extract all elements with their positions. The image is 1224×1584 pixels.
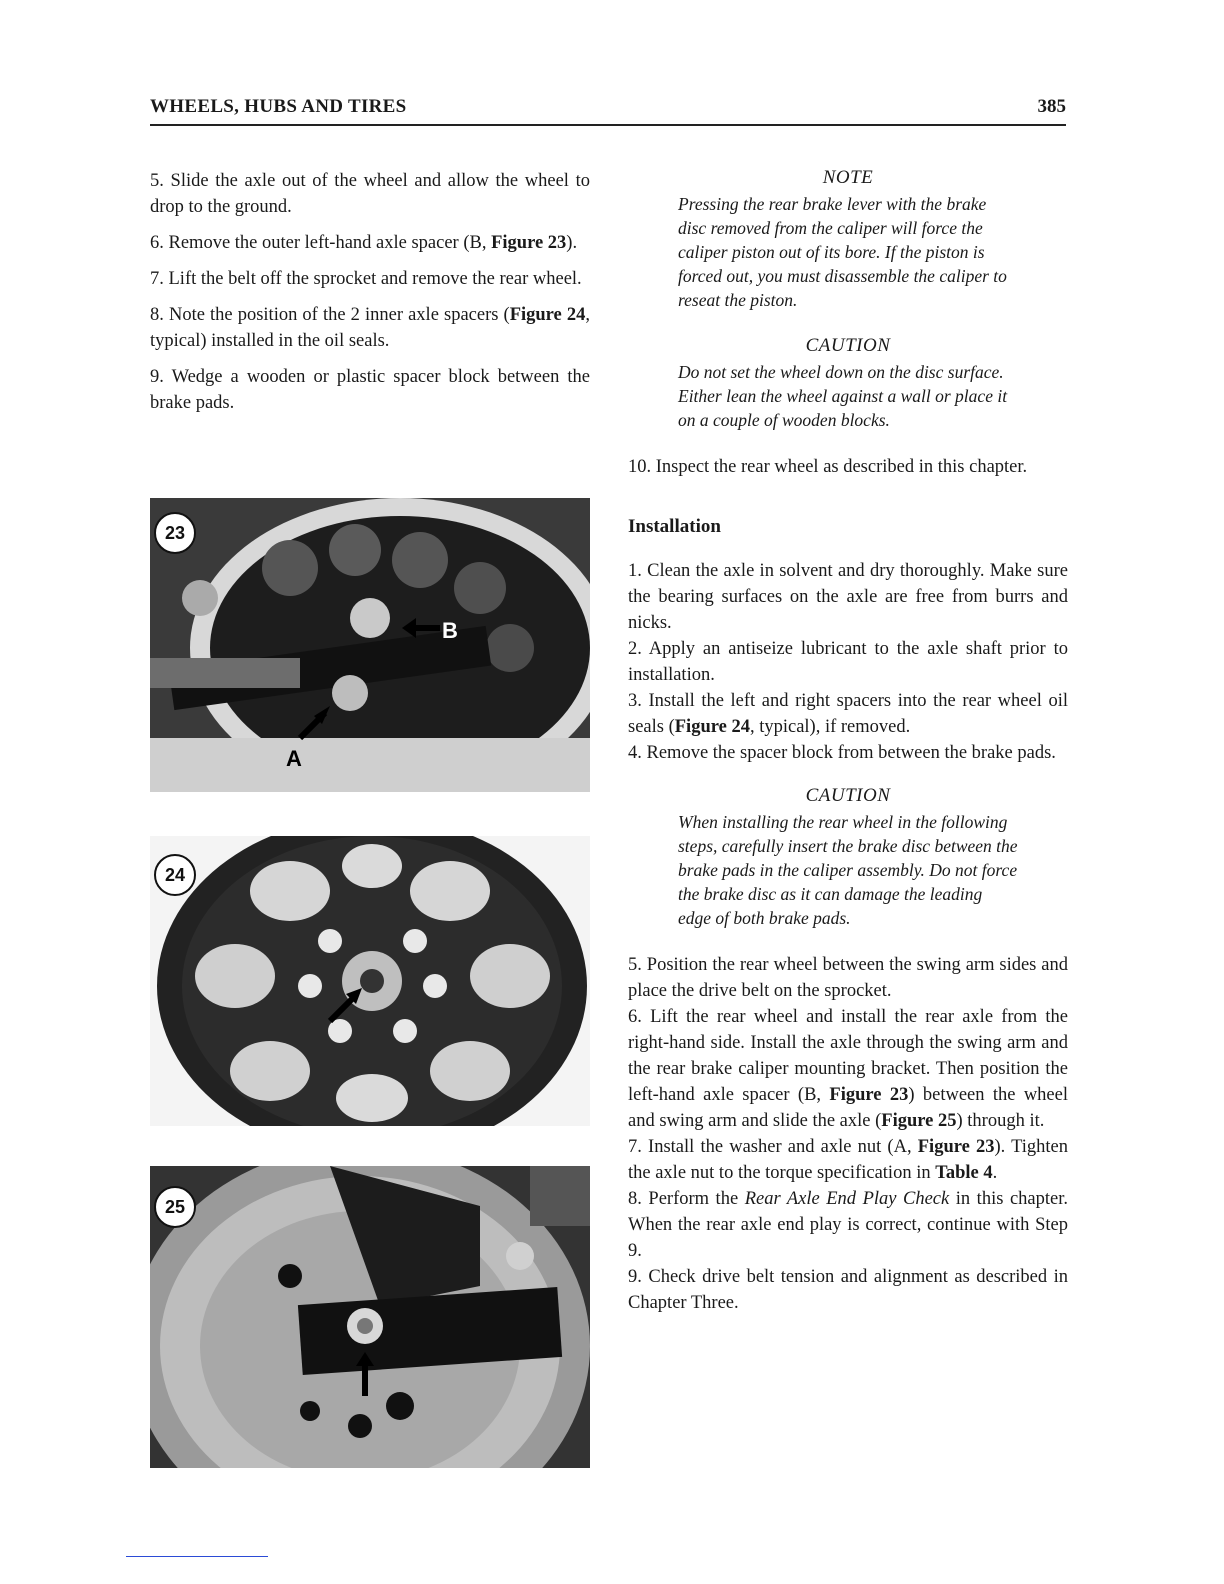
table-ref: Table 4 <box>935 1163 993 1183</box>
figure-ref: Figure 23 <box>917 1137 995 1157</box>
page-header <box>150 96 1066 126</box>
figure-number-badge: 23 <box>154 512 196 554</box>
step-text: . <box>992 1163 998 1183</box>
figure-24-photo <box>150 836 590 1126</box>
installation-steps-a <box>628 558 1068 766</box>
axle-install-photo <box>150 1166 590 1468</box>
chapter-title: WHEELS, HUBS AND TIRES <box>150 96 407 117</box>
step-text: , typical), if removed. <box>749 717 911 737</box>
footer-rule <box>126 1556 268 1557</box>
note-heading: NOTE <box>822 167 874 188</box>
step-text: 3. Install the left and right spacers into the rear wheel oil seals ( <box>628 691 1068 737</box>
step-text: ). Tighten the axle nut to the torque specification in <box>628 1137 1068 1183</box>
step-text: ) through it. <box>956 1111 1045 1131</box>
figure-number-badge: 24 <box>154 854 196 896</box>
wheel-hub-photo <box>150 836 590 1126</box>
label-b: B <box>442 618 458 643</box>
install-step-8 <box>628 1186 1068 1264</box>
left-column <box>150 168 590 426</box>
figure-ref: Figure 24 <box>509 305 586 325</box>
caution-heading: CAUTION <box>805 335 891 356</box>
right-column <box>628 166 1068 1316</box>
note-body: Pressing the rear brake lever with the brake disc removed from the caliper will force the caliper piston out of its bore. If the piston is forced out, you must disassemble the caliper to reseat the piston. <box>678 194 1007 310</box>
caution-body: When installing the rear wheel in the following steps, carefully insert the brake disc between the brake pads in the caliper assembly. Do not force the brake disc as it can damage the leading edge of both brake pads. <box>678 812 1018 928</box>
removal-step-8 <box>150 302 590 354</box>
install-step-7 <box>628 1134 1068 1186</box>
figure-number-badge: 25 <box>154 1186 196 1228</box>
step-text: , typical) installed in the oil seals. <box>150 305 590 351</box>
figure-25-photo <box>150 1166 590 1468</box>
figure-ref: Figure 24 <box>674 717 750 737</box>
install-step-9: 9. Check drive belt tension and alignment as described in Chapter Three. <box>628 1267 1068 1313</box>
step-text: 6. Remove the outer left-hand axle spacer (B, <box>150 233 492 253</box>
install-step-2: 2. Apply an antiseize lubricant to the axle shaft prior to installation. <box>628 639 1068 685</box>
removal-step-10: 10. Inspect the rear wheel as described in this chapter. <box>628 457 1028 477</box>
install-step-3 <box>628 688 1068 740</box>
figure-ref: Figure 23 <box>491 233 567 253</box>
step-text: ). <box>566 233 578 253</box>
note-box <box>678 166 1018 312</box>
label-a: A <box>286 746 302 771</box>
removal-step-6 <box>150 230 590 256</box>
installation-steps-b <box>628 952 1068 1316</box>
caution-heading: CAUTION <box>805 785 891 806</box>
rear-axle-photo <box>150 498 590 792</box>
figure-ref: Figure 23 <box>829 1085 909 1105</box>
step-text: in this chapter. When the rear axle end play is correct, continue with Step 9. <box>628 1189 1068 1261</box>
step-text: 8. Note the position of the 2 inner axle spacers ( <box>150 305 510 325</box>
install-step-5: 5. Position the rear wheel between the swing arm sides and place the drive belt on the sprocket. <box>628 955 1068 1001</box>
install-step-4: 4. Remove the spacer block from between the brake pads. <box>628 743 1056 763</box>
removal-step-7: 7. Lift the belt off the sprocket and remove the rear wheel. <box>150 269 582 289</box>
install-step-1: 1. Clean the axle in solvent and dry thoroughly. Make sure the bearing surfaces on the axle are free from burrs and nicks. <box>628 561 1068 633</box>
caution-body: Do not set the wheel down on the disc surface. Either lean the wheel against a wall or place it on a couple of wooden blocks. <box>678 362 1008 430</box>
figure-ref: Figure 25 <box>881 1111 957 1131</box>
removal-step-9: 9. Wedge a wooden or plastic spacer block between the brake pads. <box>150 367 590 413</box>
step-text: 7. Install the washer and axle nut (A, <box>628 1137 918 1157</box>
caution-box-2 <box>678 784 1018 930</box>
removal-step-5: 5. Slide the axle out of the wheel and allow the wheel to drop to the ground. <box>150 171 590 217</box>
install-step-6 <box>628 1004 1068 1134</box>
step-text: 8. Perform the <box>628 1189 745 1209</box>
page-number: 385 <box>1037 96 1066 117</box>
procedure-ref: Rear Axle End Play Check <box>744 1189 950 1209</box>
installation-heading: Installation <box>628 516 721 537</box>
step-text: 6. Lift the rear wheel and install the rear axle from the right-hand side. Install the axle through the swing arm and the rear brake caliper mounting bracket. Then position the left-hand axle spacer (B, <box>628 1007 1068 1105</box>
caution-box-1 <box>678 334 1018 432</box>
figure-23-photo <box>150 498 590 792</box>
step-text: ) between the wheel and swing arm and slide the axle ( <box>628 1085 1068 1131</box>
